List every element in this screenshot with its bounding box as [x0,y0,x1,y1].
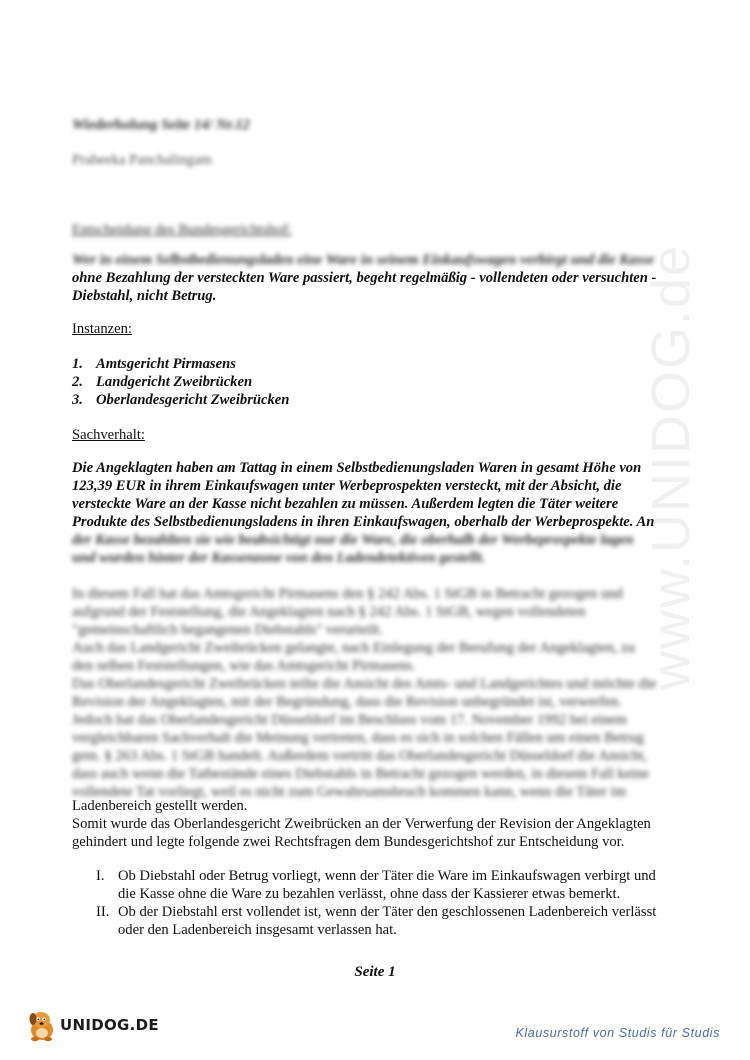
body-line: gem. § 263 Abs. 1 StGB handelt. Außerdem vertritt das Oberlandesgericht Düsseldorf die Ansicht, [72,748,648,764]
body-line: vergleichbaren Sachverhalt die Meinung vertreten, dass es sich in solchen Fällen um einen Betrug [72,730,644,746]
decision-line: Wer in einem Selbstbedienungsladen eine Ware in seinem Einkaufswagen verbirgt und die Kasse [72,252,655,268]
sachverhalt-line: 123,39 EUR in ihrem Einkaufswagen unter Werbeprospekten versteckt, mit der Absicht, die [72,478,622,494]
footer-tagline: Klausurstoff von Studis für Studis [515,1026,720,1040]
question-line: Ob der Diebstahl erst vollendet ist, wenn der Täter den geschlossenen Ladenbereich verlässt [118,904,657,920]
sachverhalt-heading: Sachverhalt: [72,427,145,443]
body-line: Revision der Angeklagten, mit der Begründung, dass die Revision unbegründet ist, verwerfen. [72,694,622,710]
instanzen-heading: Instanzen: [72,321,132,337]
body-line: den selben Feststellungen, wie das Amtsgericht Pirmasens. [72,658,416,674]
question-number: I. [96,868,105,884]
logo-text: UNIDOG.DE [60,1016,159,1034]
sachverhalt-line: Die Angeklagten haben am Tattag in einem Selbstbedienungsladen Waren in gesamt Höhe von [72,460,642,476]
list-number: 2. [72,374,83,390]
document-author: Prabeeka Panchalingam [72,152,212,168]
list-item [72,392,290,409]
question-number: II. [96,904,110,920]
body-line: In diesem Fall hat das Amtsgericht Pirmasens den § 242 Abs. 1 StGB in Betracht gezogen und [72,586,623,602]
list-text: Oberlandesgericht Zweibrücken [96,392,290,408]
list-item [72,356,236,373]
dog-mascot-icon [26,1008,58,1042]
body-line: Das Oberlandesgericht Zweibrücken teilte die Ansicht des Amts- und Landgerichtes und möchte die [72,676,657,692]
watermark: www.UNIDOG.de [641,243,701,690]
page-number: Seite 1 [354,964,396,980]
body-line: vollendete Tat vorliegt, weil es nicht zum Gewahrsamsbruch kommen kann, wenn die Täter im [72,784,627,800]
question-line: oder den Ladenbereich insgesamt verlassen hat. [118,922,397,938]
sachverhalt-line: und wurden hinter der Kassenzone von den Ladendetektiven gestellt. [72,550,486,566]
list-text: Amtsgericht Pirmasens [96,356,236,372]
body-line: dass auch wenn die Tatbestände eines Diebstahls in Betracht gezogen werden, in diesem Fall keine [72,766,650,782]
list-number: 3. [72,392,83,408]
document-title: Wiederholung Seite 14/ Nr.12 [72,117,250,133]
list-item [72,374,253,391]
question-line: die Kasse ohne die Ware zu bezahlen verlässt, ohne dass der Kassierer etwas bemerkt. [118,886,621,902]
body-line: "gemeinschaftlich begangenen Diebstahls" verurteilt. [72,622,383,638]
question-line: Ob Diebstahl oder Betrug vorliegt, wenn der Täter die Ware im Einkaufswagen verbirgt und [118,868,656,884]
decision-line: Diebstahl, nicht Betrug. [72,288,217,304]
body-line: Ladenbereich gestellt werden. [72,798,248,814]
body-line: aufgrund der Feststellung, die Angeklagten nach § 242 Abs. 1 StGB, wegen vollendeten [72,604,586,620]
sachverhalt-line: der Kasse bezahlten sie wie beabsichtigt nur die Ware, die oberhalb der Werbeprospekte lagen [72,532,634,548]
decision-heading: Entscheidung des Bundesgerichtshof: [72,222,292,238]
list-text: Landgericht Zweibrücken [96,374,253,390]
body-line: Somit wurde das Oberlandesgericht Zweibrücken an der Verwerfung der Revision der Angeklagten [72,816,651,832]
footer-logo[interactable] [26,1008,159,1042]
list-number: 1. [72,356,83,372]
body-line: Jedoch hat das Oberlandesgericht Düsseldorf im Beschluss vom 17. November 1992 bei einem [72,712,627,728]
sachverhalt-line: versteckte Ware an der Kasse nicht bezahlen zu müssen. Außerdem legten die Täter weitere [72,496,619,512]
decision-line: ohne Bezahlung der versteckten Ware passiert, begeht regelmäßig - vollendeten oder versuchten - [72,270,657,286]
body-line: Auch das Landgericht Zweibrücken gelangte, nach Einlegung der Berufung der Angeklagten, zu [72,640,635,656]
sachverhalt-line: Produkte des Selbstbedienungsladens in ihren Einkaufswagen, oberhalb der Werbeprospekte. An [72,514,655,530]
body-line: gehindert und legte folgende zwei Rechtsfragen dem Bundesgerichtshof zur Entscheidung vor. [72,834,625,850]
